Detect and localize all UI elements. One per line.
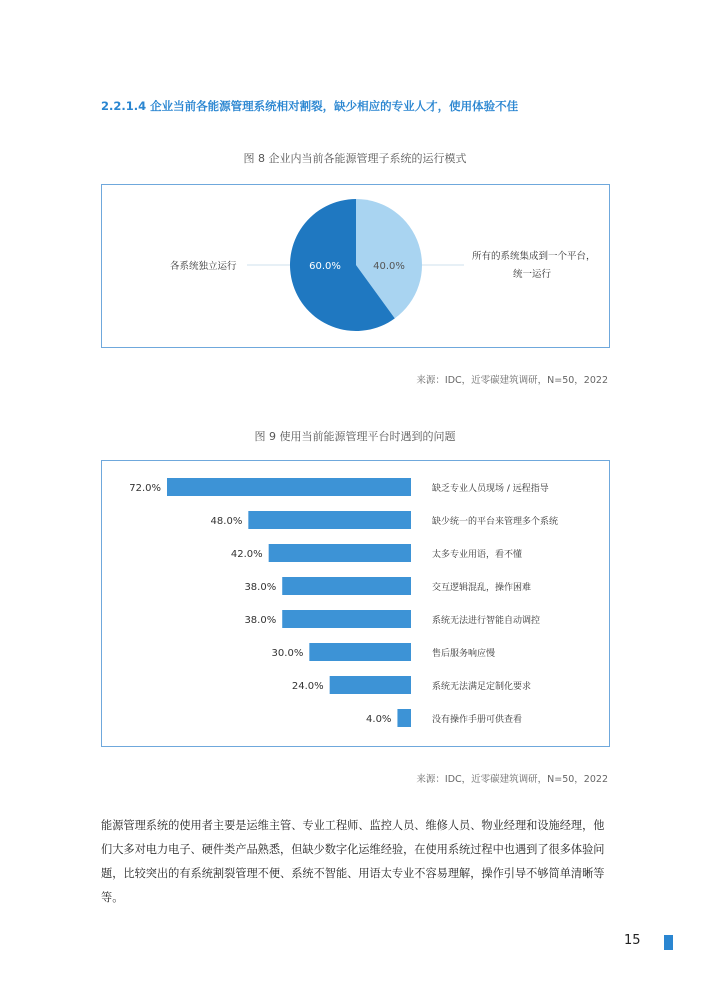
bar-category-label-5: 售后服务响应慢 <box>432 649 496 659</box>
pie-right-label-line2: 统一运行 <box>513 269 552 280</box>
page-number: 15 <box>624 933 641 948</box>
figure-8-frame <box>101 184 610 348</box>
figure-8-source: 来源：IDC，近零碳建筑调研，N=50，2022 <box>416 375 608 386</box>
pie-value-label-independent: 60.0% <box>309 261 341 272</box>
bar-value-label-3: 38.0% <box>244 582 277 593</box>
section-heading: 2.2.1.4 企业当前各能源管理系统相对割裂，缺少相应的专业人才，使用体验不佳 <box>101 99 519 113</box>
bar-category-label-4: 系统无法进行智能自动调控 <box>432 616 541 626</box>
body-paragraph: 能源管理系统的使用者主要是运维主管、专业工程师、监控人员、维修人员、物业经理和设施经理，他们大多对电力电子、硬件类产品熟悉，但缺少数字化运维经验，在使用系统过程中也遇到了很多体验问题，比较突出的有系统割裂管理不便、系统不智能、用语太专业不容易理解，操作引导不够简单清晰等等。 <box>101 819 605 904</box>
figure-9-title: 图 9 使用当前能源管理平台时遇到的问题 <box>254 430 456 443</box>
pie-left-label: 各系统独立运行 <box>170 261 237 272</box>
bar-category-label-1: 缺少统一的平台来管理多个系统 <box>432 517 559 527</box>
pie-right-label-line1: 所有的系统集成到一个平台， <box>472 251 596 262</box>
bar-chart <box>102 461 609 746</box>
bar-0 <box>167 478 411 496</box>
bar-value-label-6: 24.0% <box>291 681 324 692</box>
bar-category-label-0: 缺乏专业人员现场 / 远程指导 <box>432 484 549 494</box>
figure-9-frame <box>101 460 610 747</box>
bar-value-label-2: 42.0% <box>230 549 263 560</box>
bar-5 <box>309 643 411 661</box>
bar-3 <box>282 577 411 595</box>
bar-value-label-1: 48.0% <box>210 516 243 527</box>
bar-6 <box>330 676 411 694</box>
bar-value-label-5: 30.0% <box>271 648 304 659</box>
bar-category-label-6: 系统无法满足定制化要求 <box>432 682 532 692</box>
pie-value-label-integrated: 40.0% <box>373 261 405 272</box>
bar-category-label-2: 太多专业用语，看不懂 <box>432 550 523 560</box>
page-marker <box>664 935 673 950</box>
bar-1 <box>248 511 411 529</box>
bar-category-label-7: 没有操作手册可供查看 <box>432 715 523 725</box>
bar-value-label-4: 38.0% <box>244 615 277 626</box>
bar-2 <box>269 544 411 562</box>
bar-value-label-0: 72.0% <box>129 483 161 494</box>
figure-8-title: 图 8 企业内当前各能源管理子系统的运行模式 <box>243 152 467 165</box>
bar-value-label-7: 4.0% <box>366 714 392 725</box>
bar-category-label-3: 交互逻辑混乱，操作困难 <box>432 583 532 593</box>
figure-9-source: 来源：IDC，近零碳建筑调研，N=50，2022 <box>416 774 608 785</box>
bar-7 <box>397 709 411 727</box>
bar-4 <box>282 610 411 628</box>
